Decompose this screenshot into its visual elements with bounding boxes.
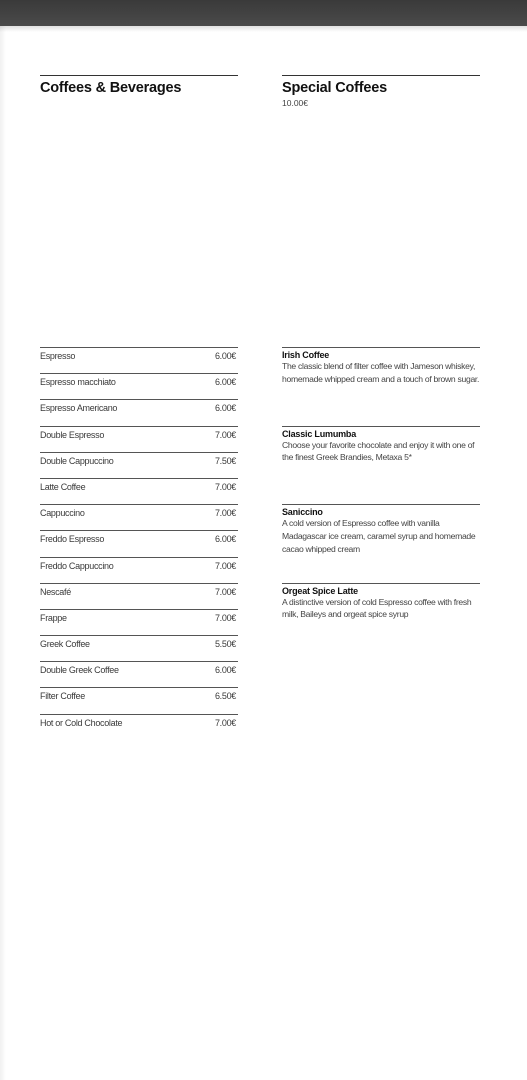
section-title: Special Coffees — [282, 80, 387, 96]
special-item-description: Choose your favorite chocolate and enjoy it with one of the finest Greek Brandies, Metaxa 5* — [282, 439, 475, 463]
menu-item-price: 6.50€ — [214, 691, 236, 702]
special-item — [282, 426, 480, 505]
menu-item-price: 7.00€ — [214, 429, 236, 440]
menu-item-name: Hot or Cold Chocolate — [40, 717, 123, 728]
menu-item — [40, 530, 238, 556]
menu-item — [40, 504, 238, 530]
beverage-list — [40, 347, 238, 740]
menu-item-name: Greek Coffee — [40, 639, 90, 650]
menu-item-name: Freddo Cappuccino — [40, 560, 114, 571]
special-item — [282, 504, 480, 583]
menu-item — [40, 714, 238, 740]
menu-item — [40, 478, 238, 504]
page-edge-shadow — [0, 26, 6, 1080]
special-item-name: Orgeat Spice Latte — [282, 585, 358, 596]
special-item-name: Classic Lumumba — [282, 428, 357, 439]
menu-item-price: 7.00€ — [214, 560, 236, 571]
menu-item-name: Nescafé — [40, 586, 71, 597]
menu-item — [40, 609, 238, 635]
section-rule — [40, 75, 238, 96]
top-bar-shadow — [0, 26, 527, 32]
menu-item-price: 7.00€ — [214, 508, 236, 519]
menu-item — [40, 635, 238, 661]
menu-item — [40, 373, 238, 399]
menu-item-price: 7.00€ — [214, 612, 236, 623]
special-item-description: The classic blend of filter coffee with Jameson whiskey, homemade whipped cream and a touch of brown sugar. — [282, 361, 480, 384]
menu-item-price: 6.00€ — [214, 377, 236, 388]
menu-item-name: Frappe — [40, 612, 67, 623]
menu-item-name: Double Espresso — [40, 429, 105, 440]
menu-item-price: 7.00€ — [214, 586, 236, 597]
menu-item-name: Espresso Americano — [40, 403, 118, 414]
menu-item-name: Double Greek Coffee — [40, 665, 119, 676]
special-item-name: Saniccino — [282, 507, 323, 517]
menu-item — [40, 583, 238, 609]
menu-item — [40, 661, 238, 687]
menu-item-price: 7.00€ — [214, 481, 236, 492]
top-status-bar — [0, 0, 527, 26]
menu-item-price: 6.00€ — [214, 534, 236, 545]
menu-item-name: Cappuccino — [40, 508, 85, 519]
menu-item — [40, 452, 238, 478]
menu-item-price: 7.50€ — [214, 455, 236, 466]
menu-item-price: 5.50€ — [214, 639, 236, 650]
section-rule — [282, 75, 480, 108]
special-item — [282, 583, 480, 662]
special-coffee-list — [282, 347, 480, 661]
menu-item-name: Double Cappuccino — [40, 455, 114, 466]
menu-item-name: Latte Coffee — [40, 481, 86, 492]
special-item-description: A cold version of Espresso coffee with vanilla Madagascar ice cream, caramel syrup and homemade cacao whipped cream — [282, 518, 476, 554]
special-coffees-header — [282, 75, 480, 108]
menu-item — [40, 399, 238, 425]
menu-item — [40, 687, 238, 713]
special-item-name: Irish Coffee — [282, 350, 330, 360]
section-title: Coffees & Beverages — [40, 80, 182, 96]
coffees-beverages-header — [40, 75, 238, 96]
section-price: 10.00€ — [282, 98, 308, 108]
menu-item-price: 6.00€ — [214, 665, 236, 676]
menu-item-price: 7.00€ — [214, 717, 236, 728]
menu-item-name: Espresso — [40, 351, 76, 361]
menu-item — [40, 347, 238, 373]
menu-item-price: 6.00€ — [214, 351, 236, 361]
menu-item-price: 6.00€ — [214, 403, 236, 414]
menu-item-name: Freddo Espresso — [40, 534, 105, 545]
menu-item-name: Filter Coffee — [40, 691, 85, 702]
menu-item — [40, 557, 238, 583]
menu-item-name: Espresso macchiato — [40, 377, 116, 388]
special-item-description: A distinctive version of cold Espresso coffee with fresh milk, Baileys and orgeat spice syrup — [282, 596, 472, 620]
special-item — [282, 347, 480, 426]
menu-item — [40, 426, 238, 452]
